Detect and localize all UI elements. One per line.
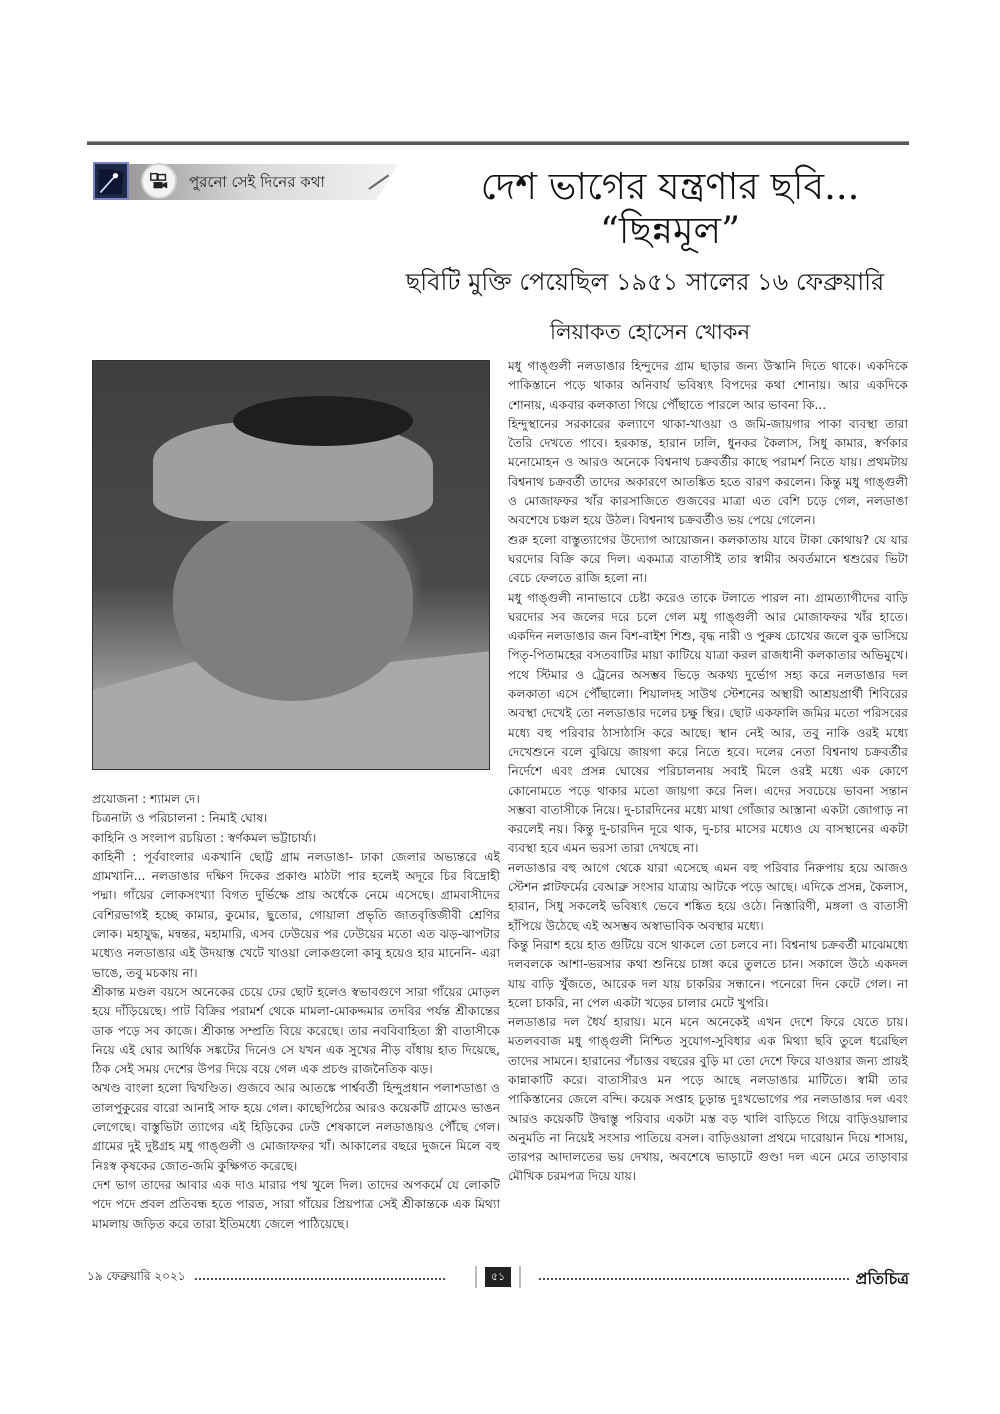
headline [420, 165, 920, 253]
issue-date: ১৯ ফেব্রুয়ারি ২০২১ [87, 1269, 186, 1283]
left-column [92, 790, 500, 1234]
dotted-leader-left [195, 1278, 445, 1280]
film-camera-icon [141, 163, 177, 199]
page-footer [87, 1266, 909, 1288]
paragraph: অখণ্ড বাংলা হলো দ্বিখণ্ডিত। গুজবে আর আতঙ্কে পার্শ্ববর্তী হিন্দুপ্রধান পলাশডাঙা ও তালপুকুরের বারো আনাই সাফ হয়ে গেল। কাছেপিঠের আরও কয়েকটি গ্রামেও ভাঙন লেগেছে। বাস্তুভিটা ত্যাগের এই হিড়িকের ঢেউ শেষকালে নলডাঙায়ও পৌঁছে গেল। গ্রামের দুই দুষ্টগ্রহ মধু গাঙ্গুলী ও মোজাফফর খাঁ। আকালের বছরে দুজনে মিলে বহু নিঃস্ব কৃষকের জোত-জমি কুক্ষিগত করেছে। [92, 1081, 500, 1173]
byline: লিয়াকত হোসেন খোকন [549, 320, 751, 344]
divider [519, 1266, 521, 1288]
subheadline: ছবিটি মুক্তি পেয়েছিল ১৯৫১ সালের ১৬ ফেব্রুয়ারি [405, 268, 885, 296]
photo-face [173, 511, 413, 701]
dotted-leader-right [539, 1278, 849, 1280]
section-banner [93, 162, 393, 202]
paragraph: দেশ ভাগ তাদের আবার এক দাও মারার পথ খুলে দিল। তাদের অপকর্মে যে লোকটি পদে পদে প্রবল প্রতিবন্ধ হতে পারত, সারা গাঁয়ের প্রিয়পাত্র সেই শ্রীকান্তকে এক মিথ্যা মামলায় জড়িত করে তারা ইতিমধ্যে জেলে পাঠিয়েছে। [92, 1177, 500, 1231]
paragraph: নলডাঙার বহু আগে থেকে যারা এসেছে এমন বহু পরিবার নিরুপায় হয়ে আজও স্টেশন প্লাটফর্মের বেআব্রু সংসার যাত্রায় আটকে পড়ে আছে। এদিকে প্রসন্ন, কৈলাস, হারান, সিধু সকলেই ভবিষ্যৎ ভেবে শঙ্কিত হয়ে ওঠে। নিস্তারিণী, মঙ্গলা ও বাতাসী হাঁপিয়ে উঠেছে এই অসম্ভব অস্বাভাবিক অবস্থার মধ্যে। [508, 860, 908, 933]
credit-director: চিত্রনাট্য ও পরিচালনা : নিমাই ঘোষ। [92, 811, 268, 826]
paragraph: শুরু হলো বাস্তুত্যাগের উদ্যোগ আয়োজন। কলকাতায় যাবে টাকা কোথায়? যে যার ঘরদোর বিক্রি করে দিল। একমাত্র বাতাসীই তার স্বামীর অবর্তমানে শ্বশুরের ভিটা বেচে ফেলতে রাজি হলো না। [508, 532, 908, 586]
paragraph: মধু গাঙ্গুলী নলডাঙার হিন্দুদের গ্রাম ছাড়ার জন্য উস্কানি দিতে থাকে। একদিকে পাকিস্তানে পড়ে থাকার অনিবার্য ভবিষ্যৎ বিপদের কথা শোনায়। আর একদিকে শোনায়, একবার কলকাতা গিয়ে পৌঁছাতে পারলে আর ভাবনা কি... [508, 359, 908, 412]
film-still-photo [92, 360, 490, 770]
paragraph: কাহিনী : পূর্ববাংলার একখানি ছোট্ট গ্রাম নলডাঙা- ঢাকা জেলার অভ্যন্তরে এই গ্রামখানি... নলডাঙার দক্ষিণ দিকের প্রকাণ্ড মাঠটা পার হলেই অদূরে চির বিদ্রোহী পদ্মা। গাঁয়ের লোকসংখ্যা বিগত দুর্ভিক্ষে প্রায় অর্ধেকে নেমে এসেছে। গ্রামবাসীদের বেশিরভাগই হচ্ছে কামার, কুমোর, ছুতোর, গোয়ালা প্রভৃতি জাতবৃত্তিজীবী শ্রেণির লোক। মহাযুদ্ধ, মন্বন্তর, মহামারি, এসব ঢেউয়ের পর ঢেউয়ের মতো এত ঝড়-ঝাপটার মধ্যেও নলডাঙার এই উদয়াস্ত খেটে খাওয়া লোকগুলো কাবু হয়েও হার মানেনি- এরা ভাঙে, তবু মচকায় না। [92, 849, 500, 980]
divider [475, 1266, 477, 1288]
photo-hair [233, 396, 413, 446]
headline-line-1: দেশ ভাগের যন্ত্রণার ছবি... [480, 165, 860, 208]
credit-producer: প্রযোজনা : শ্যামল দে। [92, 792, 200, 806]
paragraph: কিন্তু নিরাশ হয়ে হাত গুটিয়ে বসে থাকলে তো চলবে না। বিশ্বনাথ চক্রবর্তী মাঝেমধ্যে দলবলকে আশা-ভরসার কথা শুনিয়ে চাঙ্গা করে তুলতে চান। সকালে উঠে একদল যায় বাড়ি খুঁজতে, আরেক দল যায় চাকরির সন্ধানে। পনেরো দিন কেটে গেল। না হলো চাকরি, না পেল একটা খড়ের চালার মেটে খুপরি। [508, 937, 908, 1010]
paragraph: হিন্দুস্থানের সরকারের কল্যাণে থাকা-খাওয়া ও জমি-জায়গার পাকা ব্যবস্থা তারা তৈরি দেখতে পাবে। হরকান্ত, হারান ঢালি, ধুনকর কৈলাস, সিধু কামার, স্বর্ণকার মনোমোহন ও আরও অনেকে বিশ্বনাথ চক্রবর্তীর কাছে পরামর্শ নিতে যায়। প্রথমটায় বিশ্বনাথ চক্রবর্তী তাদের অকারণে আতঙ্কিত হতে বারণ করলেন। কিন্তু মধু গাঙ্গুলী ও মোজাফফর খাঁর কারসাজিতে গুজবের মাত্রা এত বেশি চড়ে গেল, নলডাঙা অবশেষে চঞ্চল হয়ে উঠল। বিশ্বনাথ চক্রবর্তীও ভয় পেয়ে গেলেন। [508, 416, 908, 528]
paragraph: শ্রীকান্ত মণ্ডল বয়সে অনেকের চেয়ে ঢের ছোট হলেও স্বভাবগুণে সারা গাঁয়ের মোড়ল হয়ে দাঁড়িয়েছে। পাট বিক্রির পরামর্শ থেকে মামলা-মোকদ্দমার তদবির পর্যন্ত শ্রীকান্তের ডাক পড়ে সব কাজে। শ্রীকান্ত সম্প্রতি বিয়ে করেছে। তার নববিবাহিতা স্ত্রী বাতাসীকে নিয়ে এই ঘোর আর্থিক সঙ্কটের দিনেও সে যখন এক সুখের নীড় বাঁধায় হাত দিয়েছে, ঠিক সেই সময় দেশের উপর দিয়ে বয়ে গেল এক প্রচণ্ড রাজনৈতিক ঝড়। [92, 984, 500, 1077]
page-number: ৫১ [485, 1267, 511, 1287]
right-column [508, 357, 908, 1187]
pen-nib-icon [93, 162, 129, 200]
headline-line-2: “ছিন্নমূল” [599, 209, 741, 252]
credit-writer: কাহিনি ও সংলাপ রচয়িতা : স্বর্ণকমল ভট্টাচার্য্য। [92, 830, 317, 845]
section-label: পুরনো সেই দিনের কথা [189, 173, 325, 191]
paragraph: মধু গাঙ্গুলী নানাভাবে চেষ্টা করেও তাকে টলাতে পারল না। গ্রামত্যাগীদের বাড়ি ঘরদোর সব জলের দরে চলে গেল মধু গাঙ্গুলী আর মোজাফফর খাঁর হাতে। একদিন নলডাঙার জন বিশ-বাইশ শিশু, বৃদ্ধ নারী ও পুরুষ চোখের জলে বুক ভাসিয়ে পিতৃ-পিতামহের বসতবাটির মায়া কাটিয়ে যাত্রা করল রাজধানী কলকাতার অভিমুখে। পথে স্টিমার ও ট্রেনের অসম্ভব ভিড়ে অকথ্য দুর্ভোগ সহ্য করে নলডাঙার দল কলকাতা এসে পৌঁছালো। শিয়ালদহ সাউথ স্টেশনের অস্থায়ী আশ্রয়প্রার্থী শিবিরের অবস্থা দেখেই তো নলডাঙার দলের চক্ষু স্থির। ছোট একফালি জমির মতো পরিসরের মধ্যে বহু পরিবার ঠাসাঠাসি করে আছে। স্থান নেই আর, তবু নাকি ওরই মধ্যে দেখেশুনে বলে বুঝিয়ে জায়গা করে নিতে হবে। দলের নেতা বিশ্বনাথ চক্রবর্তীর নির্দেশে এবং প্রসন্ন ঘোষের পরিচালনায় সবাই মিলে ওরই মধ্যে এক কোণে কোনোমতে পড়ে থাকার মতো জায়গা করে নিল। এদের সবচেয়ে ভাবনা সন্তান সম্ভবা বাতাসীকে নিয়ে। দু-চারদিনের মধ্যে মাথা গোঁজার আস্তানা একটা জোগাড় না করলেই নয়। কিন্তু দু-চারদিন দূরে থাক, দু-চার মাসের মধ্যেও যে বাসস্থানের একটা ব্যবস্থা হবে এমন ভরসা তারা দেখছে না। [508, 590, 908, 856]
paragraph: নলডাঙার দল ধৈর্য হারায়। মনে মনে অনেকেই এখন দেশে ফিরে যেতে চায়। মতলববাজ মধু গাঙ্গুলী নিশ্চিত সুযোগ-সুবিধার এক মিথ্যা ছবি তুলে ধরেছিল তাদের সামনে। হারানের পঁচাত্তর বছরের বুড়ি মা তো দেশে ফিরে যাওয়ার জন্য প্রায়ই কান্নাকাটি করে। বাতাসীরও মন পড়ে আছে নলডাঙার মাটিতে। স্বামী তার পাকিস্তানের জেলে বন্দি। কয়েক সপ্তাহ চূড়ান্ত দুঃখভোগের পর নলডাঙার দল এবং আরও কয়েকটি উদ্বাস্তু পরিবার একটা মস্ত বড় খালি বাড়িতে গিয়ে বাড়িওয়ালার অনুমতি না নিয়েই সংসার পাতিয়ে বসল। বাড়িওয়ালা প্রথমে দারোয়ান দিয়ে শাসায়, তারপর আদালতের ভয় দেখায়, অবশেষে ভাড়াটে গুণ্ডা দল এনে মেরে তাড়াবার মৌখিক চরমপত্র দিয়ে যায়। [508, 1015, 908, 1184]
publication-name: প্রতিচিত্র [855, 1269, 909, 1288]
top-rule [87, 141, 909, 145]
